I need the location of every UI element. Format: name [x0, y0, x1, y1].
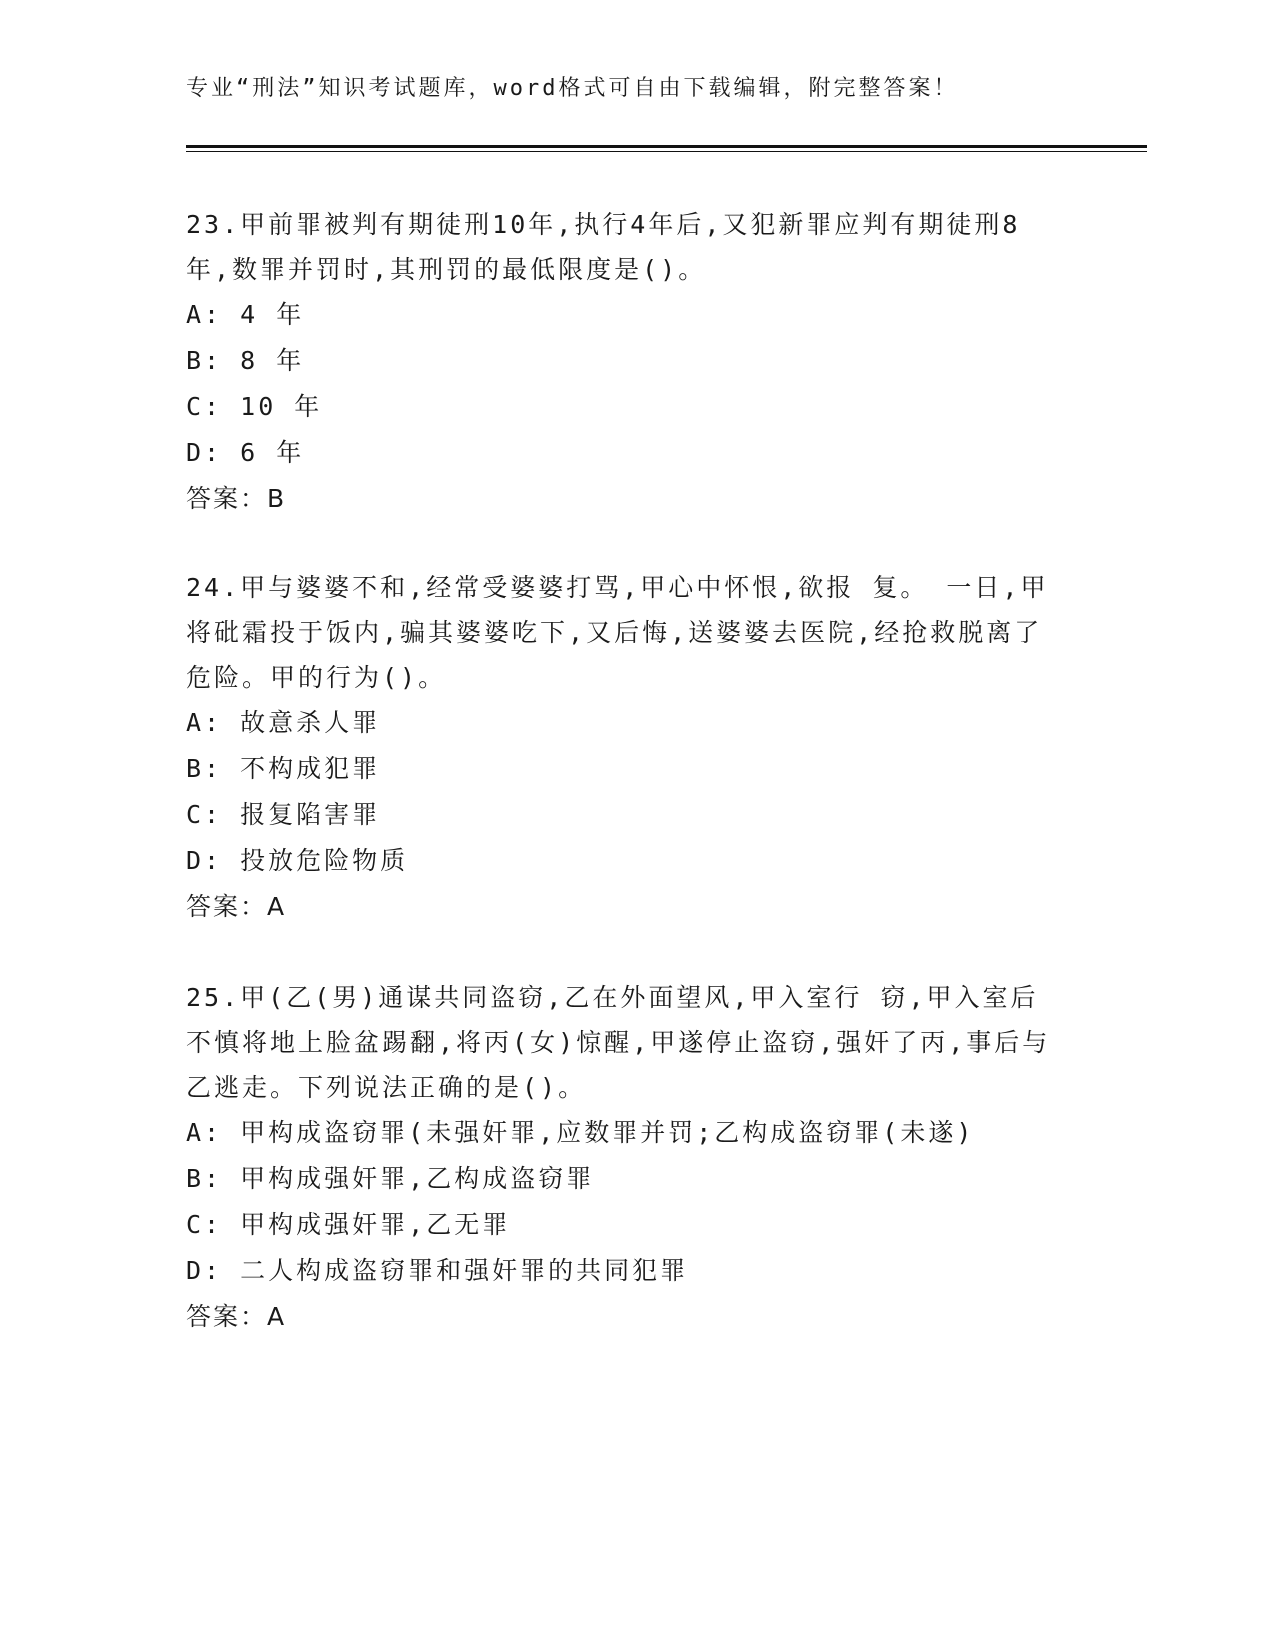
answer: 答案：A — [186, 892, 287, 921]
answer: 答案：A — [186, 1302, 287, 1331]
option-a: A: 故意杀人罪 — [186, 708, 381, 737]
option-c: C: 甲构成强奸罪,乙无罪 — [186, 1210, 511, 1239]
question-23 — [186, 202, 1066, 522]
option-b: B: 甲构成强奸罪,乙构成盗窃罪 — [186, 1164, 595, 1193]
option-a: A: 4 年 — [186, 300, 305, 329]
option-c: C: 报复陷害罪 — [186, 800, 381, 829]
question-stem: 25.甲(乙(男)通谋共同盗窃,乙在外面望风,甲入室行 窃,甲入室后不慎将地上脸盆踢翻,将丙(女)惊醒,甲遂停止盗窃,强奸了丙,事后与乙逃走。下列说法正确的是()。 — [186, 983, 1051, 1102]
question-stem: 23.甲前罪被判有期徒刑10年,执行4年后,又犯新罪应判有期徒刑8年,数罪并罚时,其刑罚的最低限度是()。 — [186, 210, 1021, 284]
option-b: B: 8 年 — [186, 346, 305, 375]
option-a: A: 甲构成盗窃罪(未强奸罪,应数罪并罚;乙构成盗窃罪(未遂) — [186, 1118, 975, 1147]
option-c: C: 10 年 — [186, 392, 323, 421]
question-25 — [186, 975, 1066, 1340]
answer: 答案：B — [186, 484, 287, 513]
option-d: D: 二人构成盗窃罪和强奸罪的共同犯罪 — [186, 1256, 689, 1285]
option-b: B: 不构成犯罪 — [186, 754, 381, 783]
option-d: D: 投放危险物质 — [186, 846, 409, 875]
option-d: D: 6 年 — [186, 438, 305, 467]
header-divider — [186, 145, 1147, 152]
question-stem: 24.甲与婆婆不和,经常受婆婆打骂,甲心中怀恨,欲报 复。 一日,甲将砒霜投于饭内,骗其婆婆吃下,又后悔,送婆婆去医院,经抢救脱离了危险。甲的行为()。 — [186, 573, 1049, 692]
page-header: 专业“刑法”知识考试题库，word格式可自由下载编辑，附完整答案！ — [186, 76, 959, 101]
question-24 — [186, 565, 1066, 930]
